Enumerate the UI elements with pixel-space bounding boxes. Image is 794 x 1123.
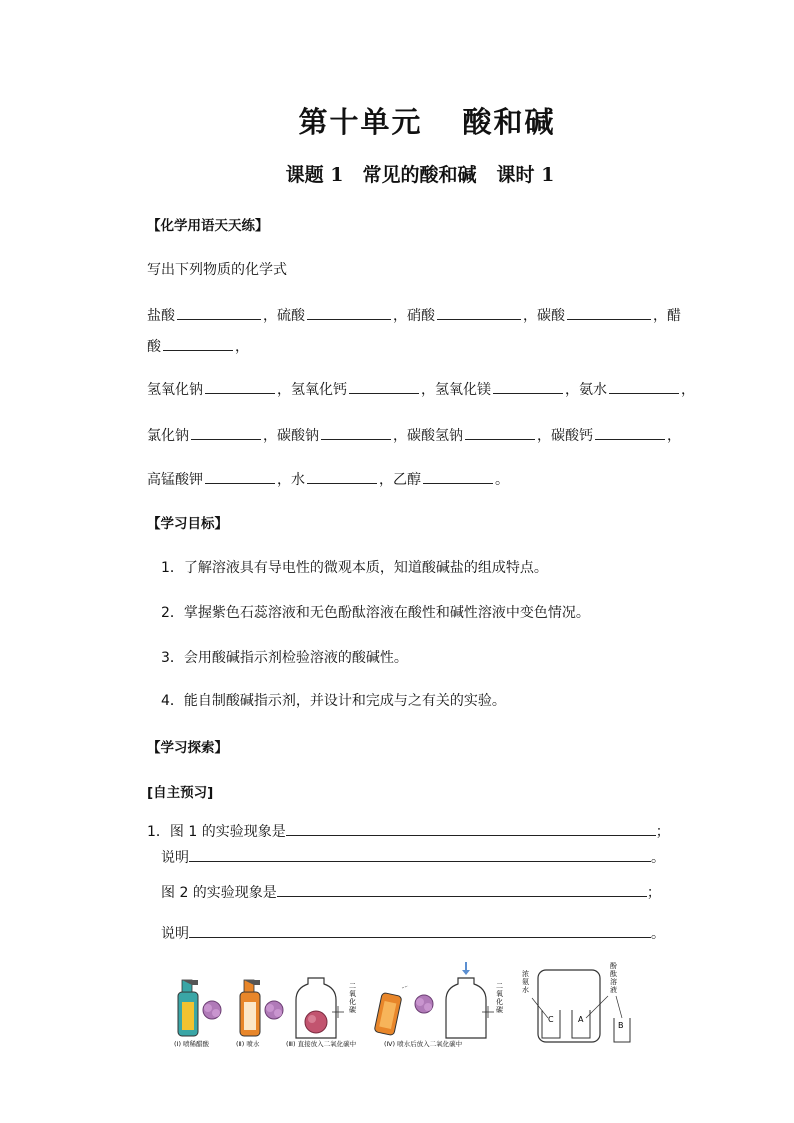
flower-icon bbox=[265, 1001, 283, 1019]
answer-blank[interactable] bbox=[307, 304, 391, 320]
answer-blank[interactable] bbox=[163, 335, 233, 351]
section-header-goals: 【学习目标】 bbox=[147, 516, 228, 532]
explain-1: 说明 。 bbox=[161, 846, 665, 867]
answer-blank[interactable] bbox=[191, 424, 261, 440]
answer-blank[interactable] bbox=[205, 378, 275, 394]
subtitle-period: 课时 1 bbox=[496, 164, 555, 186]
practice-row-1: 盐酸 ，硫酸 ，硝酸 ，碳酸 ，醋 bbox=[147, 304, 681, 325]
section-header-practice: 【化学用语天天练】 bbox=[147, 218, 269, 234]
spray-bottle-orange-2 bbox=[374, 986, 408, 1036]
large-beaker bbox=[538, 970, 600, 1042]
question-1-figure1: 1．图 1 的实验现象是 ； bbox=[147, 820, 670, 841]
goal-item-2: 2．掌握紫色石蕊溶液和无色酚酞溶液在酸性和碱性溶液中变色情况。 bbox=[161, 605, 590, 621]
answer-blank[interactable] bbox=[423, 468, 493, 484]
practice-row-4: 高锰酸钾 ，水 ，乙醇 。 bbox=[147, 468, 509, 489]
section-header-explore: 【学习探索】 bbox=[147, 740, 228, 756]
jar-label: 二氧化碳 bbox=[349, 982, 356, 1014]
caption-4: (Ⅳ) 喷水后放入二氧化碳中 bbox=[384, 1040, 463, 1048]
explain-2: 说明 。 bbox=[161, 922, 665, 943]
subtitle-lesson: 课题 1 常见的酸和碱 bbox=[285, 164, 477, 186]
answer-blank[interactable] bbox=[321, 424, 391, 440]
figure-2-ammonia-experiment bbox=[518, 962, 638, 1047]
goal-item-1: 1．了解溶液具有导电性的微观本质，知道酸碱盐的组成特点。 bbox=[161, 560, 548, 576]
answer-blank[interactable] bbox=[437, 304, 521, 320]
caption-2: (Ⅱ) 喷水 bbox=[236, 1040, 260, 1048]
answer-blank[interactable] bbox=[177, 304, 261, 320]
svg-text:B: B bbox=[618, 1021, 624, 1030]
answer-blank[interactable] bbox=[349, 378, 419, 394]
svg-text:C: C bbox=[548, 1015, 554, 1024]
practice-instruction: 写出下列物质的化学式 bbox=[147, 262, 287, 278]
gas-jar bbox=[296, 978, 344, 1038]
answer-blank[interactable] bbox=[205, 468, 275, 484]
practice-row-1b: 酸 ， bbox=[147, 335, 249, 356]
practice-row-2: 氢氧化钠 ，氢氧化钙 ，氢氧化镁 ，氨水 ， bbox=[147, 378, 695, 399]
goal-item-4: 4．能自制酸碱指示剂，并设计和完成与之有关的实验。 bbox=[161, 693, 506, 709]
caption-1: (Ⅰ) 喷稀醋酸 bbox=[174, 1040, 210, 1048]
lesson-subtitle bbox=[0, 160, 794, 187]
spray-bottle-orange bbox=[240, 980, 260, 1036]
beaker-b bbox=[614, 1018, 630, 1042]
goal-item-3: 3．会用酸碱指示剂检验溶液的酸碱性。 bbox=[161, 650, 408, 666]
answer-blank[interactable] bbox=[465, 424, 535, 440]
answer-blank[interactable] bbox=[595, 424, 665, 440]
jar-label: 二氧化碳 bbox=[496, 982, 503, 1014]
page-title bbox=[0, 100, 794, 141]
answer-blank[interactable] bbox=[609, 378, 679, 394]
answer-line[interactable] bbox=[189, 846, 651, 862]
title-unit: 第十单元 bbox=[298, 105, 423, 139]
subsection-self-preview: [自主预习] bbox=[147, 785, 214, 801]
gas-jar-empty bbox=[446, 962, 494, 1038]
beaker-a bbox=[572, 1010, 590, 1038]
flower-icon bbox=[203, 1001, 221, 1019]
practice-row-3: 氯化钠 ，碳酸钠 ，碳酸氢钠 ，碳酸钙 ， bbox=[147, 424, 681, 445]
caption-3: (Ⅲ) 直接放入二氧化碳中 bbox=[286, 1040, 357, 1048]
svg-text:A: A bbox=[578, 1015, 584, 1024]
answer-blank[interactable] bbox=[493, 378, 563, 394]
question-1-figure2: 图 2 的实验现象是 ； bbox=[161, 881, 661, 902]
label-phenolphthalein: 酚酞溶液 bbox=[610, 962, 617, 994]
answer-blank[interactable] bbox=[567, 304, 651, 320]
flower-icon bbox=[415, 995, 433, 1013]
label-ammonia: 浓氨水 bbox=[522, 970, 529, 994]
spray-bottle-teal bbox=[178, 980, 198, 1036]
answer-blank[interactable] bbox=[307, 468, 377, 484]
answer-line[interactable] bbox=[277, 881, 647, 897]
answer-line[interactable] bbox=[286, 820, 656, 836]
title-topic: 酸和碱 bbox=[462, 105, 556, 139]
answer-line[interactable] bbox=[189, 922, 651, 938]
